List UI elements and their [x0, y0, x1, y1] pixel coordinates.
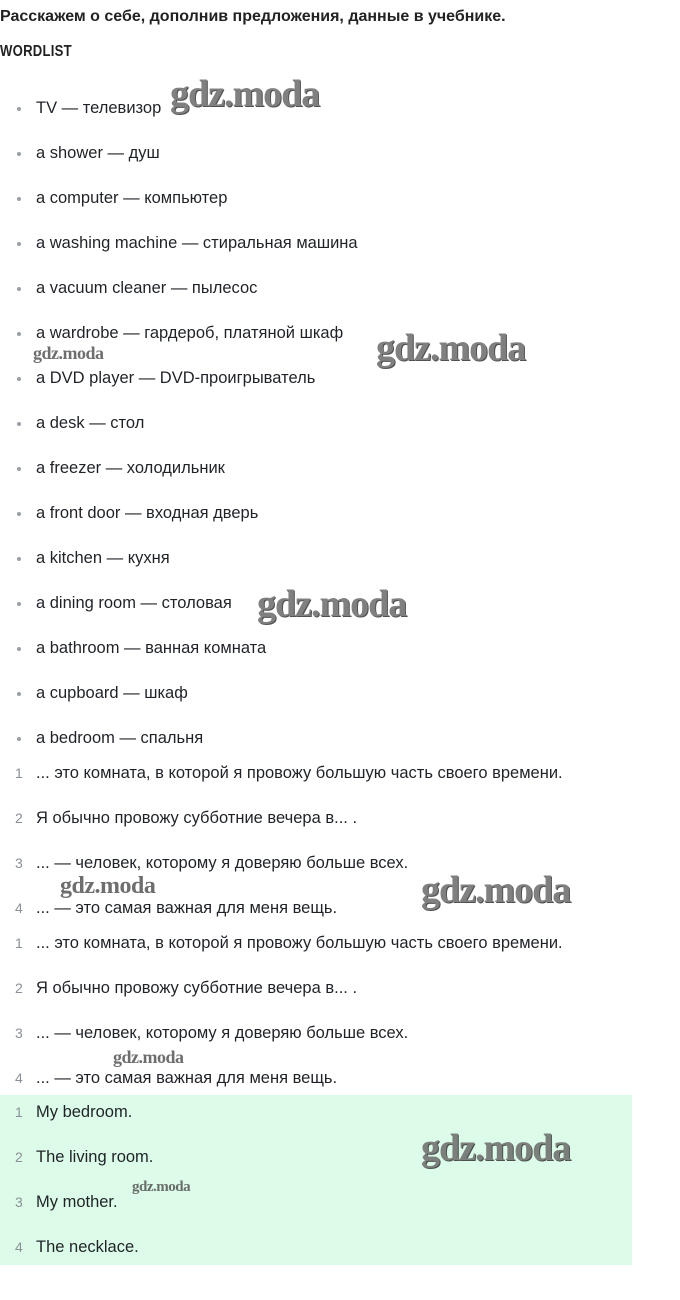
wordlist-item: [0, 176, 358, 221]
wordlist-item-text: a computer — компьютер: [36, 188, 228, 207]
wordlist-item: [0, 626, 358, 671]
item-number: 2: [15, 979, 23, 996]
answer-item: [0, 1225, 153, 1270]
answer-item: [0, 1090, 153, 1135]
item-number: 1: [15, 764, 23, 781]
watermark: gdz.moda: [257, 583, 407, 625]
wordlist-item-text: a bedroom — спальня: [36, 728, 204, 747]
sentence-item-text: Я обычно провожу субботние вечера в... .: [36, 978, 358, 997]
bullet-icon: [17, 377, 21, 381]
answer-list: [0, 1090, 153, 1270]
item-number: 3: [15, 1193, 23, 1210]
wordlist-item: [0, 446, 358, 491]
watermark: gdz.moda: [421, 1127, 571, 1169]
item-number: 4: [15, 1069, 23, 1086]
watermark: gdz.moda: [421, 869, 571, 911]
wordlist-item-text: a DVD player — DVD-проигрыватель: [36, 368, 316, 387]
sentence-item-text: Я обычно провожу субботние вечера в... .: [36, 808, 358, 827]
wordlist-item-text: a kitchen — кухня: [36, 548, 170, 567]
bullet-icon: [17, 197, 21, 201]
bullet-icon: [17, 422, 21, 426]
item-number: 4: [15, 899, 23, 916]
wordlist-item: [0, 536, 358, 581]
sentence-item-text: ... — человек, которому я доверяю больше всех.: [36, 853, 409, 872]
wordlist-item: [0, 131, 358, 176]
bullet-icon: [17, 152, 21, 156]
wordlist-item-text: a front door — входная дверь: [36, 503, 259, 522]
answer-item-text: The necklace.: [36, 1237, 139, 1256]
item-number: 4: [15, 1238, 23, 1255]
bullet-icon: [17, 692, 21, 696]
answer-item: [0, 1180, 153, 1225]
bullet-icon: [17, 512, 21, 516]
sentence-item-text: ... — это самая важная для меня вещь.: [36, 1068, 338, 1087]
watermark: gdz.moda: [170, 73, 320, 115]
wordlist-item-text: a bathroom — ванная комната: [36, 638, 267, 657]
wordlist-item: [0, 491, 358, 536]
sentence-item: [0, 1011, 563, 1056]
item-number: 1: [15, 934, 23, 951]
task-title: Расскажем о себе, дополнив предложения, данные в учебнике.: [0, 8, 506, 25]
bullet-icon: [17, 332, 21, 336]
bullet-icon: [17, 602, 21, 606]
bullet-icon: [17, 287, 21, 291]
wordlist-heading: WORDLIST: [0, 43, 72, 60]
item-number: 1: [15, 1103, 23, 1120]
watermark: gdz.moda: [132, 1179, 191, 1195]
wordlist-item-text: a shower — душ: [36, 143, 160, 162]
sentence-item-text: ... — это самая важная для меня вещь.: [36, 898, 338, 917]
answer-item-text: My bedroom.: [36, 1102, 133, 1121]
watermark: gdz.moda: [60, 873, 156, 899]
wordlist-item: [0, 671, 358, 716]
sentence-item-text: ... это комната, в которой я провожу большую часть своего времени.: [36, 933, 563, 952]
bullet-icon: [17, 737, 21, 741]
sentence-item-text: ... — человек, которому я доверяю больше всех.: [36, 1023, 409, 1042]
sentence-list-repeat: [0, 921, 563, 1101]
wordlist-item-text: a vacuum cleaner — пылесос: [36, 278, 258, 297]
watermark: gdz.moda: [376, 327, 526, 369]
item-number: 2: [15, 1148, 23, 1165]
wordlist-item-text: TV — телевизор: [36, 98, 162, 117]
wordlist-item-text: a dining room — столовая: [36, 593, 232, 612]
watermark: gdz.moda: [113, 1047, 184, 1067]
answer-item: [0, 1135, 153, 1180]
wordlist-item: [0, 221, 358, 266]
sentence-item: [0, 966, 563, 1011]
sentence-item-text: ... это комната, в которой я провожу большую часть своего времени.: [36, 763, 563, 782]
wordlist-item-text: a freezer — холодильник: [36, 458, 225, 477]
sentence-item: [0, 921, 563, 966]
bullet-icon: [17, 242, 21, 246]
answer-item-text: The living room.: [36, 1147, 154, 1166]
bullet-icon: [17, 107, 21, 111]
wordlist-item-text: a washing machine — стиральная машина: [36, 233, 358, 252]
answer-item-text: My mother.: [36, 1192, 118, 1211]
sentence-item: [0, 751, 563, 796]
wordlist-item: [0, 266, 358, 311]
wordlist-item-text: a desk — стол: [36, 413, 145, 432]
bullet-icon: [17, 557, 21, 561]
bullet-icon: [17, 647, 21, 651]
wordlist-item-text: a cupboard — шкаф: [36, 683, 188, 702]
wordlist-item-text: a wardrobe — гардероб, платяной шкаф: [36, 323, 344, 342]
sentence-item: [0, 796, 563, 841]
bullet-icon: [17, 467, 21, 471]
watermark: gdz.moda: [33, 343, 104, 363]
wordlist: [0, 86, 358, 761]
item-number: 2: [15, 809, 23, 826]
item-number: 3: [15, 854, 23, 871]
wordlist-item: [0, 401, 358, 446]
item-number: 3: [15, 1024, 23, 1041]
answer-box: [0, 1095, 632, 1265]
